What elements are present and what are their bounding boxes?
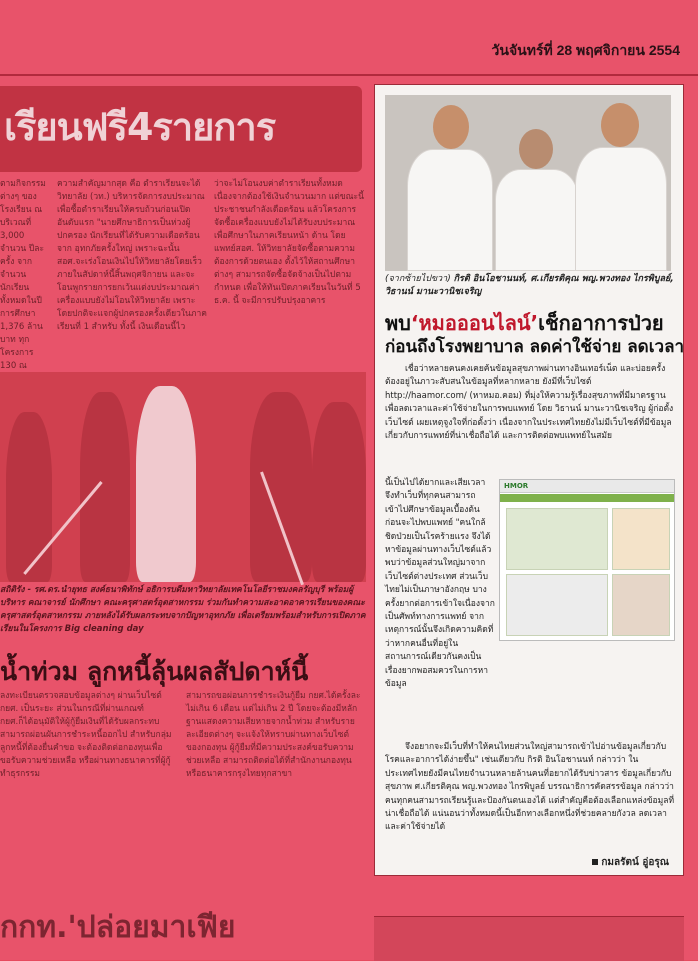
left-column-2: ความสำคัญมากสุด คือ ตำราเรียนจะได้ วิทยาลัย (วท.) บริหารจัดการงบประมาณ เพื่อซื้อตำราเรียนให้ครบถ้วนก่อนเปิด อันดับแรก "นายศึกษาธิการเป็นห่วงผู้ปกครอง นักเรียนที่ได้รับความเดือดร้อนจาก อุทกภัยครั้งใหญ่ เพราะฉะนั้น สอศ.จะเร่งโอนเงินไปให้วิทยาลัยโดยเร็ว ภายในสัปดาห์นี้สิ้นพฤศจิกายน และจะโอนพูกรายการยกเว้นแต่งบประมาณค่าเครื่องแบบยังไม่โอนให้วิทยาลัย เพราะ โดยปกติจะแจกผู้ปกครองครั้งเดียวในภาคเรียนที่ 1 สำหรับ ทั้งนี้ เงินเดือนนี้ไว <box>57 179 207 332</box>
headline-post: เช็กอาการป่วย <box>538 311 664 335</box>
website-screenshot <box>499 479 675 641</box>
left-column-5: สามารถขอผ่อนการชำระเงินกู้ยืม กยศ.ได้ครั้งละไม่เกิน 6 เดือน แต่ไม่เกิน 2 ปี โดยจะต้องมีหลักฐานแสดงความเสียหายจากน้ำท่วม สำหรับรายละเอียดต่างๆ จะแจ้งให้ทราบผ่านทางเว็บไซต์ของกองทุน ผู้กู้ยืมที่มีความประสงค์ขอรับความช่วยเหลือ สามารถติดต่อได้ที่สำนักงานกองทุนหรือธนาคารกรุงไทยทุกสาขา <box>186 691 361 779</box>
left-column-1: ตามกิจกรรมต่างๆ ของโรงเรียน ณ บริเวณที่ 3,000 จำนวน ปีละครั้ง จากจำนวน นักเรียนทั้งหมดในปีการศึกษา 1,376 ล้าน บาท ทุกโครงการ 130 ณ <box>0 179 46 371</box>
photo-figure <box>6 412 52 582</box>
left-headline-2: น้ำท่วม ลูกหนี้ลุ้นผลสัปดาห์นี้ <box>0 657 309 686</box>
website-header <box>500 480 674 493</box>
top-rule <box>0 74 698 76</box>
photo-figure <box>80 392 130 582</box>
byline-name: กมลรัตน์ อู่อรุณ <box>601 857 669 868</box>
caption-lead: (จากซ้ายไปขวา) <box>385 274 454 284</box>
left-photo-caption: สถิติรัง - รศ.ดร.นำยุทธ สงค์ธนาพิทักษ์ อธิการบดีมหาวิทยาลัยเทคโนโลยีราชมงคลรัญบุรี พร้อมผู้บริหาร คณาจารย์ นักศึกษา คณะครุศาสตร์อุตสาหกรรม ร่วมกันทำความสะอาดอาคารเรียนของคณะครุศาสตร์อุตสาหกรรม ภายหลังได้รับผลกระทบจากปัญหาอุทกภัย เพื่อเตรียมพร้อมสำหรับการเปิดภาคเรียนในโครงการ Big cleaning day <box>0 585 366 634</box>
article-photo-caption <box>385 273 675 299</box>
website-nav <box>500 494 674 502</box>
photo-figure <box>250 392 312 582</box>
person-head <box>433 105 469 149</box>
cleaning-day-photo <box>0 372 366 582</box>
person-left <box>407 95 493 271</box>
left-column-4: ลงทะเบียนตรวจสอบข้อมูลต่างๆ ผ่านเว็บไซต์ กยศ. เป็นระยะ ส่วนในกรณีที่ผ่านเกณฑ์ กยศ.ก็ได้อนุมัติให้ผู้กู้ยืมเงินที่ได้รับผลกระทบสามารถผ่อนผันการชำระหนี้ออกไป สำหรับกลุ่มลูกหนี้ที่ต้องยื่นคำขอ จะต้องติดต่อกองทุนเพื่อขอรับความช่วยเหลือ หรือผ่านทางธนาคารที่ผู้กู้ทำธุรกรรม <box>0 691 172 779</box>
website-content-box <box>506 574 608 636</box>
article-subheadline: ก่อนถึงโรงพยาบาล ลดค่าใช้จ่าย ลดเวลา <box>385 337 685 357</box>
person-head <box>601 103 639 147</box>
headline-pre: พบ <box>385 311 411 335</box>
person-right <box>575 95 667 271</box>
person-body <box>407 149 493 271</box>
article-photo <box>385 95 671 271</box>
headline-brand: ‘หมอออนไลน์’ <box>410 311 539 335</box>
caption-names: กิรติ อินโอชานนท์, ศ.เกียรติคุณ พญ.พวงทอง ไกรพิบูลย์, วิธานน์ มานะวานิชเจริญ <box>385 274 674 297</box>
person-body <box>495 169 579 271</box>
person-head <box>519 129 553 169</box>
article-paragraph-1: เชื่อว่าหลายคนคงเคยค้นข้อมูลสุขภาพผ่านทางอินเทอร์เน็ต และบ่อยครั้งต้องอยู่ในภาวะสับสนในข้อมูลที่หลากหลาย ยังมีที่เว็บไซต์ http://haamor.com/ (หาหมอ.คอม) ที่มุ่งให้ความรู้เรื่องสุขภาพที่มีมาตรฐาน เพื่อลดเวลาและค่าใช้จ่ายในการพบแพทย์ โดย วิธานน์ มานะวานิชเจริญ ผู้ก่อตั้งเว็บไซต์ เผยเหตุจูงใจที่ก่อตั้งว่า เนื่องจากในประเทศไทยยังไม่มีเว็บไซต์ที่มีข้อมูลเกี่ยวกับการแพทย์ที่น่าเชื่อถือได้ และการติดต่อพบแพทย์ในสมัย <box>385 364 674 442</box>
article-byline <box>589 855 669 870</box>
left-headline-3: กกท.'ปล่อยมาเฟีย <box>0 910 236 945</box>
website-logo: HMOR <box>504 482 529 490</box>
person-body <box>575 147 667 271</box>
haamor-article <box>374 84 684 876</box>
left-column-3: ว่าจะไม่โอนงบค่าตำราเรียนทั้งหมด เนื่องจากต้องใช้เงินจำนวนมาก แต่ขณะนี้ประชาชนกำลังเดือดร้อน แล้วโครงการจัดซื้อเครื่องแบบยังไม่ได้รับงบประมาณเพื่อศึกษาในภาคเรียนหน้า ด้าน โดยแพทย์สอศ. ให้วิทยาลัยจัดซื้อตามความต้องการด้วยตนเอง ตั้งไว้ให้สถานศึกษาต่างๆ สามารถจัดซื้อจัดจ้างเป็นไปตามกำหนด เพื่อให้ทันเปิดภาคเรียนในวันที่ 5 ธ.ค. นี้ จะมีการปรับปรุงอาคาร <box>214 179 364 306</box>
dateline: วันจันทร์ที่ 28 พฤศจิกายน 2554 <box>491 42 680 58</box>
person-middle <box>495 95 579 271</box>
left-headline: เรียนฟรี4รายการ <box>4 105 276 149</box>
website-side-box <box>612 574 670 636</box>
website-side-box <box>612 508 670 570</box>
article-paragraph-2: นี้เป็นไปได้ยากและเสียเวลา จึงทำเว็บที่ทุกคนสามารถเข้าไปศึกษาข้อมูลเบื้องต้นก่อนจะไปพบแพทย์ "คนใกล้ชิดป่วยเป็นโรคร้ายแรง จึงได้หาข้อมูลผ่านทางเว็บไซต์แล้วพบว่าข้อมูลส่วนใหญ่มาจากเว็บไซต์ต่างประเทศ ส่วนเว็บไทยไม่เป็นภาษาอังกฤษ บางครั้งยากต่อการเข้าใจเนื่องจากเป็นศัพท์ทางการแพทย์ จากเหตุการณ์นั้นจึงเกิดความคิดที่ว่าหากคนอื่นที่อยู่ในสถานการณ์เดียวกันคงเป็นเรื่องยากพอสมควรในการหาข้อมูล <box>385 478 495 690</box>
photo-figure <box>312 402 366 582</box>
website-content-box <box>506 508 608 570</box>
left-headline-box <box>0 86 362 172</box>
article-paragraph-3: จึงอยากจะมีเว็บที่ทำให้คนไทยส่วนใหญ่สามารถเข้าไปอ่านข้อมูลเกี่ยวกับโรคและอาการได้ง่ายขึ้น" เช่นเดียวกับ กิรติ อินโอชานนท์ กล่าวว่า ในประเทศไทยยังมีคนไทยจำนวนหลายล้านคนที่อยากได้รับข่าวสาร ข้อมูลเกี่ยวกับสุขภาพ ศ.เกียรติคุณ พญ.พวงทอง ไกรพิบูลย์ บรรณาธิการคัดสรรข้อมูล กล่าวว่า คนทุกคนสามารถเรียนรู้และป้องกันตนเองได้ แต่สำคัญคือต้องเลือกแหล่งข้อมูลที่น่าเชื่อถือได้ แน่นอนว่าทั้งหมดนี้เป็นอีกทางเลือกหนึ่งที่ช่วยคลายกังวล ลดเวลา และค่าใช้จ่ายได้ <box>385 742 675 833</box>
bottom-right-box <box>374 916 684 961</box>
photo-figure <box>136 386 196 582</box>
end-mark <box>592 859 598 865</box>
